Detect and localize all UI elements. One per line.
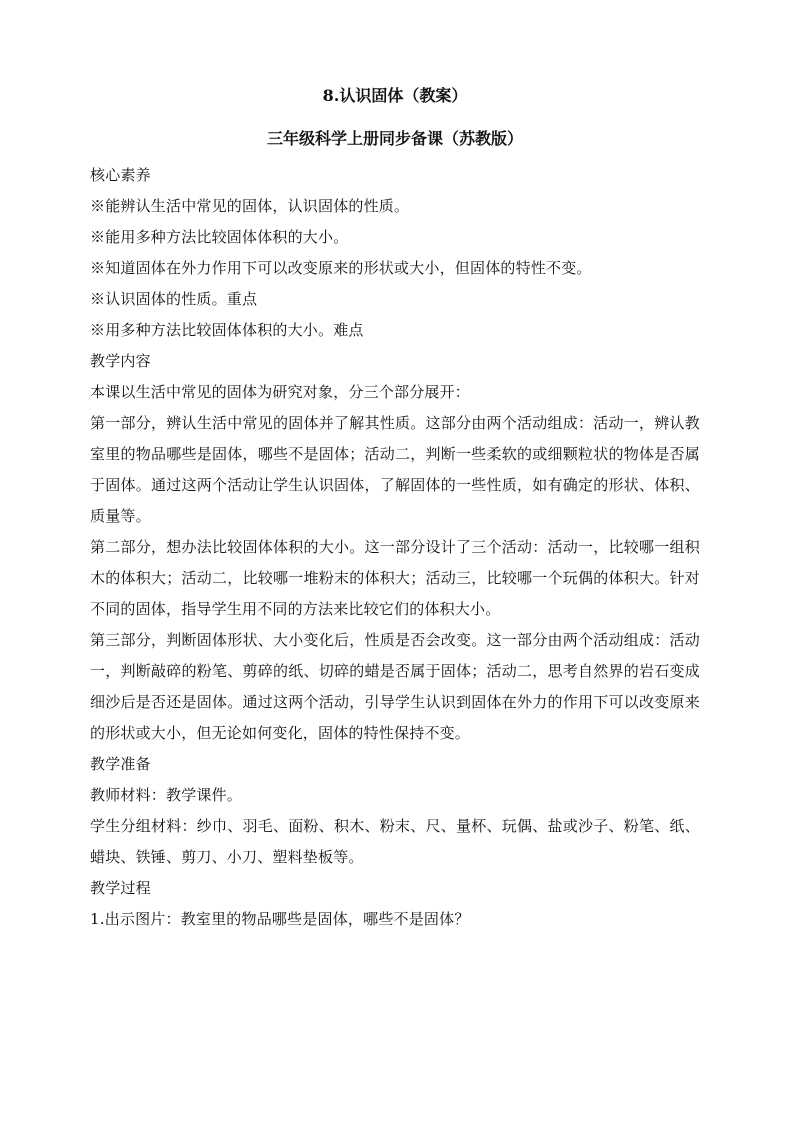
document-subtitle: 三年级科学上册同步备课（苏教版） (266, 129, 523, 148)
teaching-content-intro: 本课以生活中常见的固体为研究对象，分三个部分展开： (90, 383, 471, 401)
student-group-materials: 学生分组材料：纱巾、羽毛、面粉、积木、粉末、尺、量杯、玩偶、盐或沙子、粉笔、纸、蜡块、铁锤、剪刀、小刀、塑料垫板等。 (90, 817, 700, 866)
core-literacy-item-3: ※知道固体在外力作用下可以改变原来的形状或大小，但固体的特性不变。 (90, 259, 592, 277)
teacher-materials: 教师材料：教学课件。 (90, 786, 243, 804)
core-literacy-item-1: ※能辨认生活中常见的固体，认识固体的性质。 (90, 197, 410, 215)
section-heading-teaching-process: 教学过程 (90, 879, 151, 897)
teaching-content-part-3: 第三部分，判断固体形状、大小变化后，性质是否会改变。这一部分由两个活动组成：活动一，判断敲碎的粉笔、剪碎的纸、切碎的蜡是否属于固体；活动二，思考自然界的岩石变成细沙后是否还是固体。通过这两个活动，引导学生认识到固体在外力的作用下可以改变原来的形状或大小，但无论如何变化，固体的特性保持不变。 (90, 631, 700, 742)
teaching-content-part-2: 第二部分，想办法比较固体体积的大小。这一部分设计了三个活动：活动一，比较哪一组积木的体积大；活动二，比较哪一堆粉末的体积大；活动三，比较哪一个玩偶的体积大。针对不同的固体，指导学生用不同的方法来比较它们的体积大小。 (90, 538, 700, 618)
core-literacy-item-2: ※能用多种方法比较固体体积的大小。 (90, 228, 349, 246)
core-literacy-key-point: ※认识固体的性质。重点 (90, 290, 258, 308)
document-title: 8.认识固体（教案） (322, 86, 468, 105)
section-heading-teaching-content: 教学内容 (90, 352, 151, 370)
section-heading-teaching-preparation: 教学准备 (90, 755, 151, 773)
teaching-content-part-1: 第一部分，辨认生活中常见的固体并了解其性质。这部分由两个活动组成：活动一，辨认教室里的物品哪些是固体，哪些不是固体；活动二，判断一些柔软的或细颗粒状的物体是否属于固体。通过这两个活动让学生认识固体，了解固体的一些性质，如有确定的形状、体积、质量等。 (90, 414, 700, 525)
teaching-process-step-1: 1.出示图片：教室里的物品哪些是固体，哪些不是固体？ (90, 910, 470, 928)
core-literacy-difficult-point: ※用多种方法比较固体体积的大小。难点 (90, 321, 364, 339)
section-heading-core-literacy: 核心素养 (90, 166, 151, 184)
